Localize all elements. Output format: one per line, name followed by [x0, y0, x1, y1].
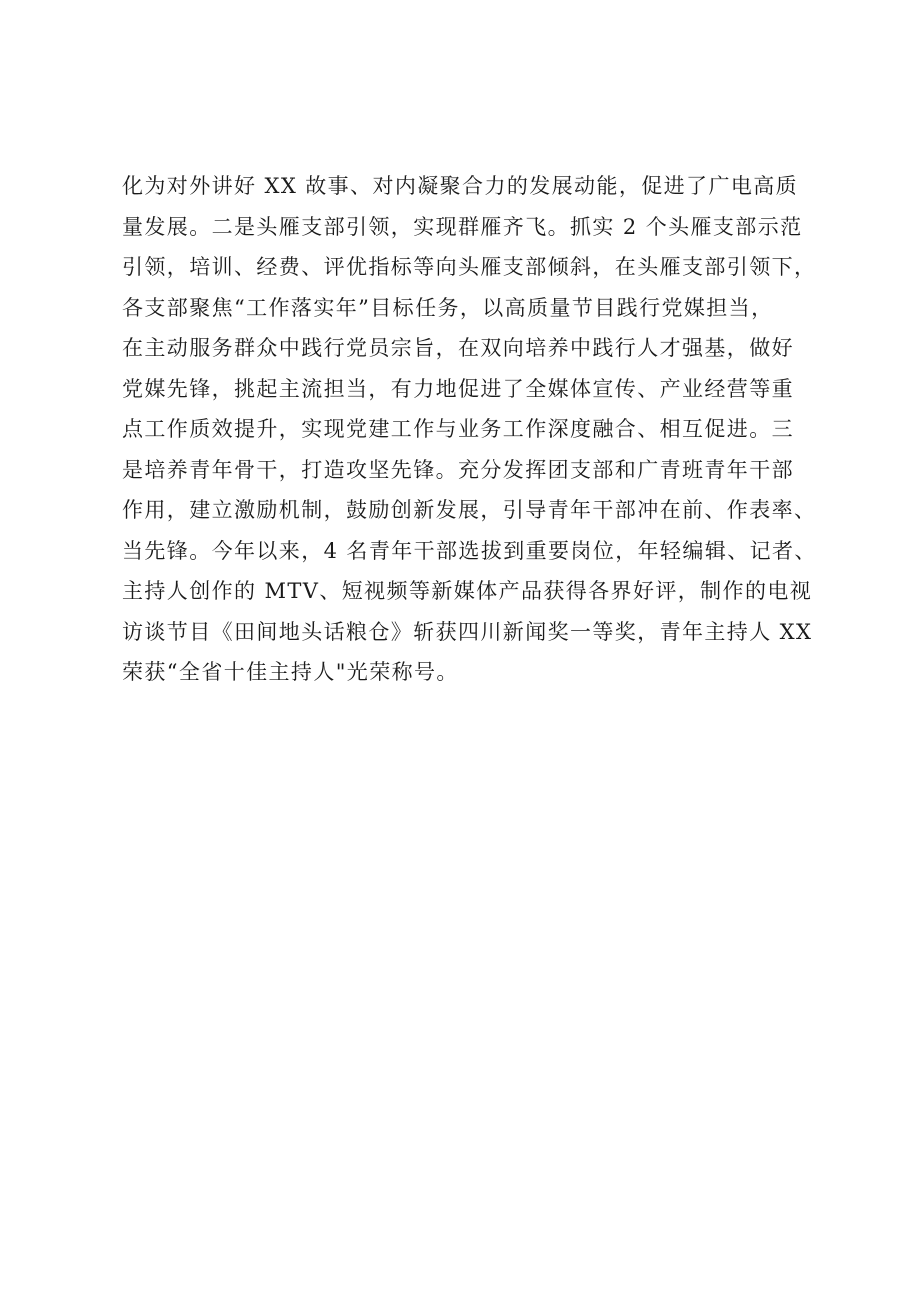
paragraph-line: 作用，建立激励机制，鼓励创新发展，引导青年干部冲在前、作表率、 [122, 498, 817, 522]
paragraph-line: 各支部聚焦“工作落实年”目标任务，以高质量节目践行党媒担当， [122, 295, 774, 320]
paragraph-line: 党媒先锋，挑起主流担当，有力地促进了全媒体宣传、产业经营等重 [122, 376, 794, 401]
body-paragraph [122, 166, 842, 693]
paragraph-line: 主持人创作的 MTV、短视频等新媒体产品获得各界好评，制作的电视 [122, 579, 813, 603]
paragraph-line: 化为对外讲好 XX 故事、对内凝聚合力的发展动能，促进了广电高质 [122, 174, 799, 198]
paragraph-line: 荣获“全省十佳主持人"光荣称号。 [122, 660, 459, 684]
paragraph-line: 当先锋。今年以来，4 名青年干部选拔到重要岗位，年轻编辑、记者、 [122, 538, 817, 563]
paragraph-line: 是培养青年骨干，打造攻坚先锋。充分发挥团支部和广青班青年干部 [122, 457, 794, 482]
paragraph-line: 引领，培训、经费、评优指标等向头雁支部倾斜，在头雁支部引领下， [122, 255, 817, 279]
paragraph-line: 访谈节目《田间地头话粮仓》斩获四川新闻奖一等奖，青年主持人 XX [122, 619, 813, 644]
paragraph-line: 量发展。二是头雁支部引领，实现群雁齐飞。抓实 2 个头雁支部示范 [122, 214, 803, 239]
paragraph-line: 在主动服务群众中践行党员宗旨，在双向培养中践行人才强基，做好 [122, 336, 794, 360]
paragraph-line: 点工作质效提升，实现党建工作与业务工作深度融合、相互促进。三 [122, 417, 794, 441]
